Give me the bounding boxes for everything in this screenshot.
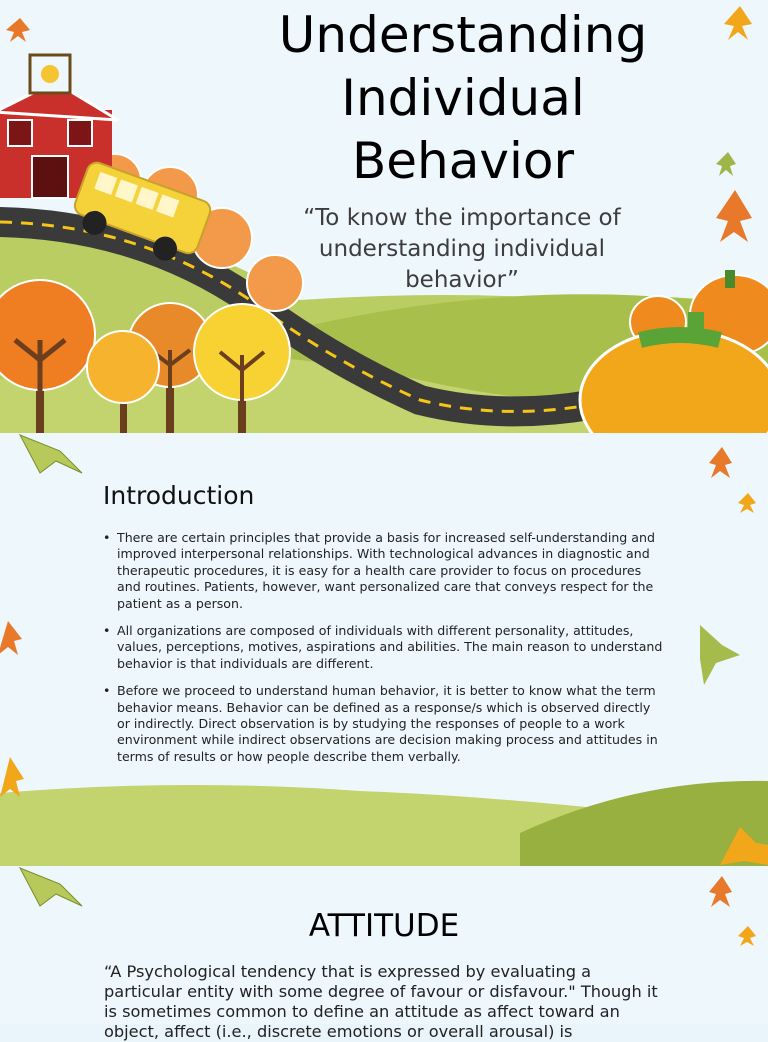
bullet-text: There are certain principles that provide a basis for increased self-understanding and improved interpersonal relationships. With technological advances in diagnostic and therapeutic procedures, it is easy for a health care provider to focus on procedures and routines. Patients, however, want personalized care that conveys respect for the patient as a person. — [117, 530, 655, 611]
definition-text: “A Psychological tendency that is expressed by evaluating a particular entity with some degree of favour or disfavour." Though it is sometimes common to define an attitude as affect toward an object, affect (i.e., discrete emotions or overall arousal) is — [104, 962, 658, 1041]
list-item — [103, 683, 663, 765]
section-heading: Introduction — [103, 481, 255, 510]
maple-leaf-icon — [709, 876, 732, 907]
maple-leaf-icon — [0, 757, 24, 797]
list-item — [103, 623, 663, 672]
maple-leaf-icon — [6, 18, 30, 42]
maple-leaf-icon — [709, 447, 732, 478]
section-heading: ATTITUDE — [308, 908, 460, 944]
bullet-marker: • — [103, 623, 111, 639]
maple-leaf-icon — [716, 190, 752, 242]
slide-title: Understanding Individual Behavior — [278, 6, 648, 190]
maple-leaf-icon — [700, 625, 740, 685]
maple-leaf-icon — [716, 152, 736, 176]
list-item — [103, 530, 663, 612]
maple-leaf-icon — [738, 493, 756, 513]
bullet-text: All organizations are composed of individuals with different personality, attitudes, values, perceptions, motives, aspirations and abilities. The main reason to understand behavior is that individuals are different. — [117, 623, 663, 671]
maple-leaf-icon — [0, 621, 22, 655]
bullet-list — [103, 530, 663, 776]
maple-leaf-icon — [724, 6, 752, 40]
maple-leaf-icon — [20, 435, 82, 473]
bullet-marker: • — [103, 683, 111, 699]
maple-leaf-icon — [20, 868, 82, 906]
bullet-marker: • — [103, 530, 111, 545]
attitude-slide — [0, 866, 768, 1041]
bullet-text: Before we proceed to understand human behavior, it is better to know what the term behavior means. Behavior can be defined as a response/s which is observed directly or indirectly. Direct observation is by studying the responses of people to a work environment while indirect observations are decision making process and attitudes in terms of results or how people describe them verbally. — [117, 683, 658, 764]
introduction-slide — [0, 433, 768, 866]
title-slide — [0, 0, 768, 433]
slide-subtitle: “To know the importance of understanding individual behavior” — [303, 205, 621, 293]
